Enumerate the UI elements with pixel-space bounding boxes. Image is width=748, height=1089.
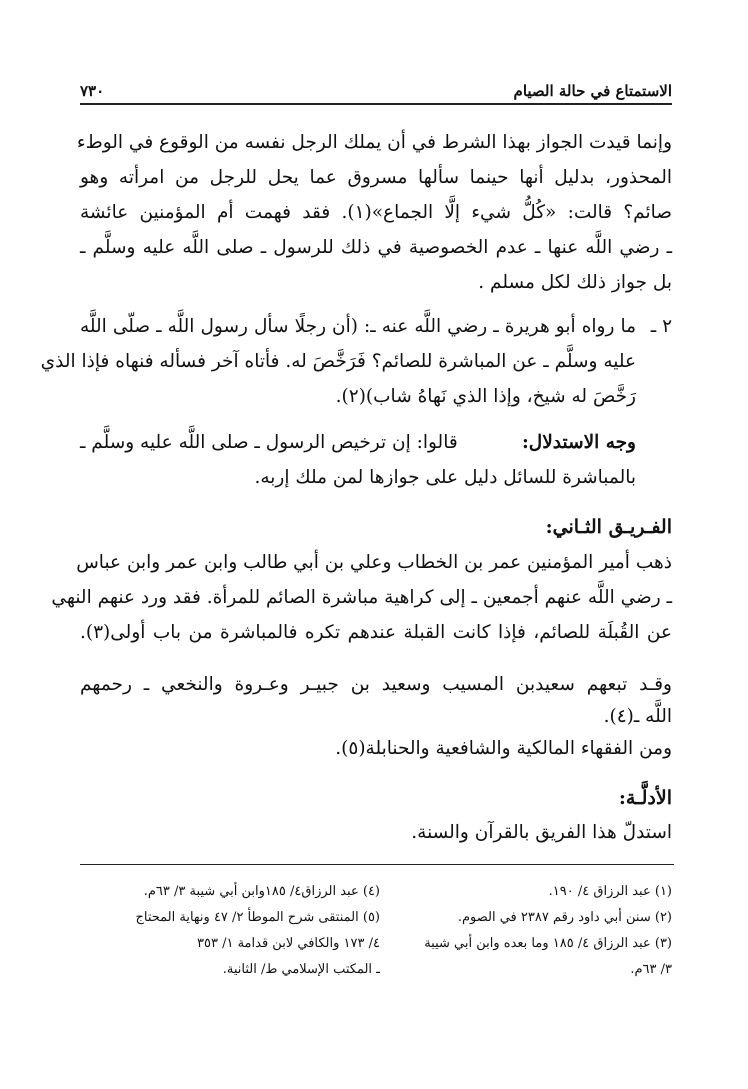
footnote: (٥) المنتقى شرح الموطأ ٢/ ٤٧ ونهاية المحتاج <box>135 910 380 925</box>
body-line: ـ رضي اللَّه عنهم أجمعين ـ إلى كراهية مباشرة الصائم للمرأة. فقد ورد عنهم النهي <box>51 587 672 608</box>
body-line: عليه وسلَّم ـ عن المباشرة للصائم؟ فَرَخَّصَ له. فأتاه آخر فسأله فنهاه فإذا الذي <box>40 351 636 372</box>
header-rule <box>80 103 672 105</box>
body-line: بالمباشرة للسائل دليل على جوازها لمن ملك إربه. <box>254 467 636 488</box>
body-line: المحذور، بدليل أنها حينما سألها مسروق عما يحل للرجل من امرأته وهو <box>80 167 672 188</box>
footnote: ـ المكتب الإسلامي ط/ الثانية. <box>222 962 380 977</box>
footnote: ٣/ ٦٣م. <box>630 962 672 977</box>
item-number: ٢ ـ <box>650 316 672 337</box>
body-line: ـ رضي اللَّه عنها ـ عدم الخصوصية في ذلك للرسول ـ صلى اللَّه عليه وسلَّم ـ <box>80 237 672 258</box>
body-line: ما رواه أبو هريرة ـ رضي اللَّه عنه ـ: (أن رجلًا سأل رسول اللَّه ـ صلّى اللَّه <box>80 316 636 337</box>
body-line: ومن الفقهاء المالكية والشافعية والحنابلة(٥). <box>335 738 672 759</box>
footnote: (٢) سنن أبي داود رقم ٢٣٨٧ في الصوم. <box>457 910 672 925</box>
header-title: الاستمتاع في حالة الصيام <box>513 82 672 100</box>
body-line: وإنما قيدت الجواز بهذا الشرط في أن يملك الرجل نفسه من الوقوع في الوطء <box>76 132 672 153</box>
body-line: ذهب أمير المؤمنين عمر بن الخطاب وعلي بن أبي طالب وابن عمر وابن عباس <box>76 552 672 573</box>
footnote: ٤/ ١٧٣ والكافي لابن قدامة ١/ ٣٥٣ <box>197 936 380 951</box>
running-header <box>80 74 672 100</box>
body-line: بل جواز ذلك لكل مسلم . <box>478 272 672 293</box>
body-line: صائم؟ قالت: «كُلُّ شيء إلَّا الجماع»(١). فقد فهمت أم المؤمنين عائشة <box>80 202 672 223</box>
body-line: استدلّ هذا الفريق بالقرآن والسنة. <box>411 822 672 843</box>
istidlal-line <box>80 428 636 458</box>
body-line: رَخَّصَ له شيخ، وإذا الذي نَهاهُ شاب)(٢). <box>335 386 636 407</box>
footnote: (٤) عبد الرزاق٤/ ١٨٥وابن أبي شيبة ٣/ ٦٣م. <box>143 884 380 899</box>
body-line: وقـد تبعهم سعيدبن المسيب وسعيد بن جبيـر وعـروة والنخعي ـ رحمهم <box>80 674 672 695</box>
footnote-rule <box>80 864 674 865</box>
page-number: ٧٣٠ <box>80 82 105 100</box>
body-line: عن القُبلَة للصائم، فإذا كانت القبلة عندهم تكره فالمباشرة من باب أولى(٣). <box>80 622 672 643</box>
footnote: (٣) عبد الرزاق ٤/ ١٨٥ وما بعده وابن أبي شيبة <box>424 936 672 951</box>
istidlal-text: قالوا: إن ترخيص الرسول ـ صلى اللَّه عليه وسلَّم ـ <box>80 432 458 453</box>
section-heading: الأدلَّـة: <box>618 787 672 809</box>
istidlal-label: وجه الاستدلال: <box>521 432 636 453</box>
footnote: (١) عبد الرزاق ٤/ ١٩٠. <box>548 884 672 899</box>
section-heading: الفـريـق الثـاني: <box>545 516 672 538</box>
body-line: اللَّه ـ(٤). <box>603 706 672 727</box>
